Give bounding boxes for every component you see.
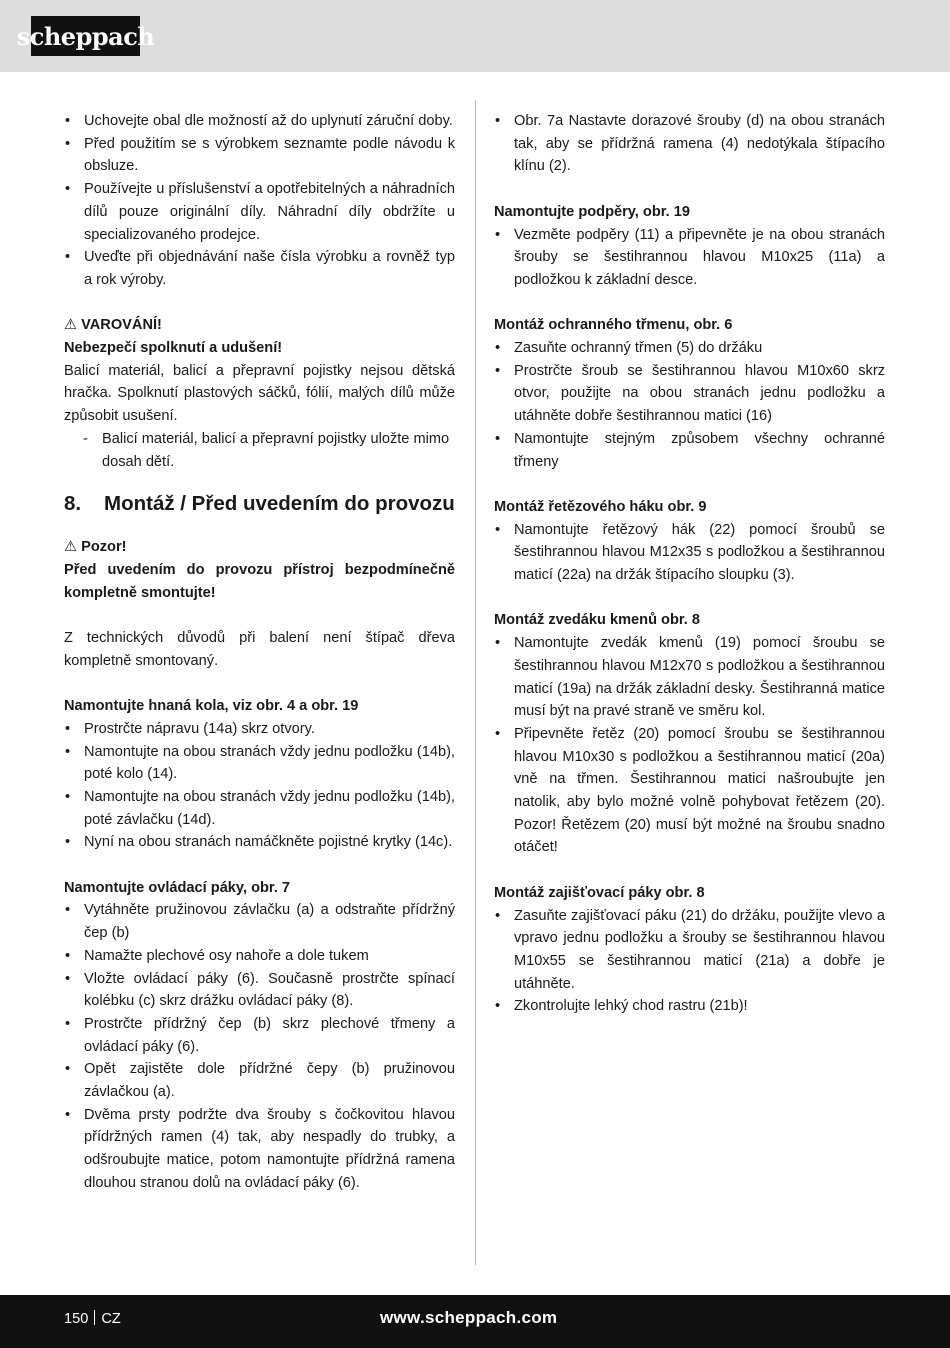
brand-logo-text: scheppach xyxy=(16,21,155,51)
supports-list xyxy=(494,224,885,292)
warning-text: Balicí materiál, balicí a přepravní pojistky nejsou dětská hračka. Spolknutí plastových sáčků, fólií, malých dílů může způsobit usušení. xyxy=(64,362,455,425)
guard-list xyxy=(494,337,885,473)
caution-heading xyxy=(64,536,455,559)
wheels-heading: Namontujte hnaná kola, viz obr. 4 a obr. 19 xyxy=(64,698,359,715)
list-item: • Namontujte na obou stranách vždy jednu podložku (14b), poté závlačku (14d). xyxy=(64,786,455,831)
warning-triangle-icon: ⚠ xyxy=(64,317,78,334)
list-item: • Prostrčte přídržný čep (b) skrz plechové třmeny a ovládací páky (6). xyxy=(64,1013,455,1058)
list-item: • Vytáhněte pružinovou závlačku (a) a odstraňte přídržný čep (b) xyxy=(64,899,455,944)
lock-heading: Montáž zajišťovací páky obr. 8 xyxy=(494,884,705,901)
warning-heading xyxy=(64,314,455,337)
list-item: • Namontujte řetězový hák (22) pomocí šroubů se šestihrannou hlavou M12x35 s podložkou a šestihrannou maticí (22a) na držák štípacího sloupku (3). xyxy=(494,519,885,587)
column-divider xyxy=(475,100,476,1265)
hook-list xyxy=(494,519,885,587)
left-column xyxy=(64,110,455,1195)
list-item: • Namažte plechové osy nahoře a dole tukem xyxy=(64,945,455,968)
list-item: • Namontujte zvedák kmenů (19) pomocí šroubu se šestihrannou hlavou M12x70 s podložkou a šestihrannou maticí (19a) na držák základní desky. Šestihranná matice musí být na pravé straně ve směru kol. xyxy=(494,632,885,723)
list-item: • Obr. 7a Nastavte dorazové šrouby (d) na obou stranách tak, aby se přídržná ramena (4) nedotýkala štípacího klínu (2). xyxy=(494,110,885,178)
section-heading xyxy=(64,490,455,518)
warning-title: VAROVÁNÍ! xyxy=(81,317,162,334)
caution-text: Před uvedením do provozu přístroj bezpodmínečně kompletně smontujte! xyxy=(64,561,455,601)
list-item: • Uveďte při objednávání naše čísla výrobku a rovněž typ a rok výroby. xyxy=(64,246,455,291)
list-item: • Zasuňte ochranný třmen (5) do držáku xyxy=(494,337,885,360)
list-item: • Používejte u příslušenství a opotřebitelných a náhradních dílů pouze originální díly. Náhradní díly obdržíte u specializovaného prodejce. xyxy=(64,178,455,246)
list-item: • Zkontrolujte lehký chod rastru (21b)! xyxy=(494,995,885,1018)
caution-title: Pozor! xyxy=(81,539,127,556)
section-title: Montáž / Před uvedením do provozu xyxy=(104,492,455,516)
list-item: • Zasuňte zajišťovací páku (21) do držáku, použijte vlevo a vpravo jednu podložku a šrouby se šestihrannou hlavou M10x55 se šestihrannou maticí (21a) a dobře je utáhněte. xyxy=(494,905,885,996)
list-item: • Opět zajistěte dole přídržné čepy (b) pružinovou závlačkou (a). xyxy=(64,1058,455,1103)
levers-list xyxy=(64,899,455,1194)
supports-heading: Namontujte podpěry, obr. 19 xyxy=(494,203,690,220)
warning-dash-list xyxy=(64,428,455,473)
list-item: • Prostrčte šroub se šestihrannou hlavou M10x60 skrz otvor, použijte na obou stranách jednu podložku a utáhněte dobře šestihrannou matici (16) xyxy=(494,360,885,428)
intro-list xyxy=(64,110,455,292)
right-column xyxy=(494,110,885,1018)
list-item: • Prostrčte nápravu (14a) skrz otvory. xyxy=(64,718,455,741)
lifter-heading: Montáž zvedáku kmenů obr. 8 xyxy=(494,612,700,629)
page-number: 150 xyxy=(64,1311,89,1327)
guard-heading: Montáž ochranného třmenu, obr. 6 xyxy=(494,317,733,334)
page-indicator xyxy=(64,1310,121,1327)
footer-bar xyxy=(0,1295,950,1348)
wheels-list xyxy=(64,718,455,854)
list-item: • Namontujte stejným způsobem všechny ochranné třmeny xyxy=(494,428,885,473)
language-code: CZ xyxy=(101,1311,121,1327)
hook-heading: Montáž řetězového háku obr. 9 xyxy=(494,498,707,515)
list-item: • Dvěma prsty podržte dva šrouby s čočkovitou hlavou přídržných ramen (4) tak, aby nespadly do trubky, a odšroubujte matice, potom namontujte přídržná ramena dlouhou stranou dolů na ovládací páky (6). xyxy=(64,1104,455,1195)
intro-list-right xyxy=(494,110,885,178)
list-item: • Před použitím se s výrobkem seznamte podle návodu k obsluze. xyxy=(64,133,455,178)
warning-triangle-icon: ⚠ xyxy=(64,539,78,556)
brand-logo xyxy=(16,16,155,56)
tech-note: Z technických důvodů při balení není štípač dřeva kompletně smontovaný. xyxy=(64,630,455,669)
lifter-list xyxy=(494,632,885,859)
website-link[interactable]: www.scheppach.com xyxy=(380,1308,558,1327)
list-item: • Nyní na obou stranách namáčkněte pojistné krytky (14c). xyxy=(64,831,455,854)
lock-list xyxy=(494,905,885,1019)
list-item: • Vložte ovládací páky (6). Současně prostrčte spínací kolébku (c) skrz drážku ovládací páky (8). xyxy=(64,968,455,1013)
list-item: • Uchovejte obal dle možností až do uplynutí záruční doby. xyxy=(64,110,455,133)
dash-item: - Balicí materiál, balicí a přepravní pojistky uložte mimo dosah dětí. xyxy=(64,428,455,473)
list-item: • Vezměte podpěry (11) a připevněte je na obou stranách šrouby se šestihrannou hlavou M10x25 (11a) a podložkou k základní desce. xyxy=(494,224,885,292)
page-separator xyxy=(94,1310,95,1325)
header-bar xyxy=(0,0,950,72)
list-item: • Namontujte na obou stranách vždy jednu podložku (14b), poté kolo (14). xyxy=(64,741,455,786)
list-item: • Připevněte řetěz (20) pomocí šroubu se šestihrannou hlavou M10x30 s podložkou a šestihrannou maticí (20a) vně na třmen. Šestihrannou matici našroubujte jen natolik, aby bylo možné volně pohybovat řetězem (20). Pozor! Řetězem (20) musí být možné na šroubu snadno otáčet! xyxy=(494,723,885,859)
section-number: 8. xyxy=(64,492,82,516)
warning-subtitle: Nebezpečí spolknutí a udušení! xyxy=(64,340,283,357)
levers-heading: Namontujte ovládací páky, obr. 7 xyxy=(64,879,290,896)
